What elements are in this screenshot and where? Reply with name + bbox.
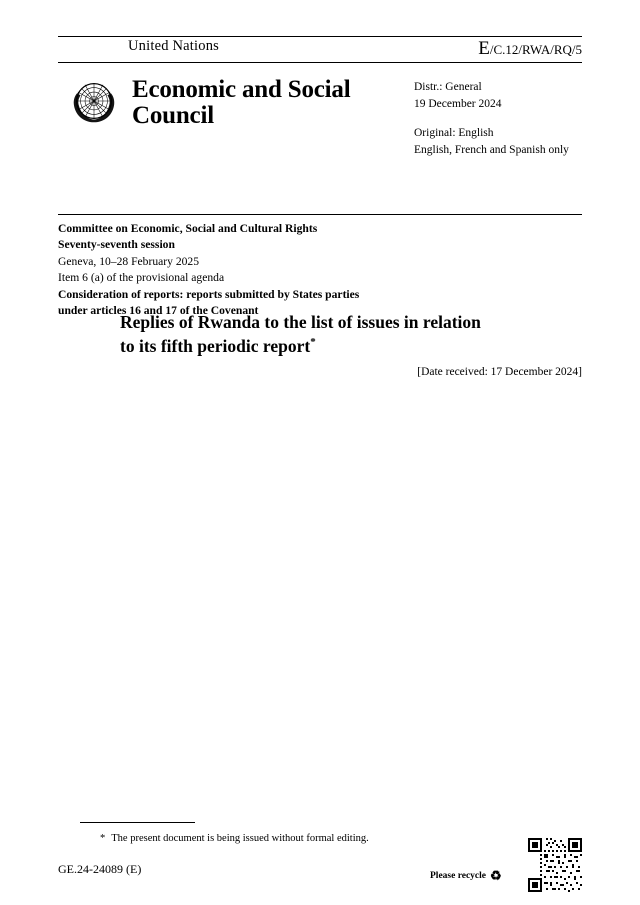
masthead-header-row [58,37,582,60]
original-language: Original: English [414,127,494,140]
organ-title: Economic and Social Council [132,75,351,130]
distribution-block [414,71,582,159]
masthead-body-row [58,71,582,159]
section-rule [58,214,582,215]
page-title-line1: Replies of Rwanda to the list of issues in relation [120,312,481,332]
job-number: GE.24-24089 (E) [58,862,142,876]
footnote-text: The present document is being issued without formal editing. [111,833,369,844]
date-received: [Date received: 17 December 2024] [417,366,582,378]
distribution-date: 19 December 2024 [414,97,502,110]
distribution-spacer [414,112,582,125]
committee-block [58,221,582,320]
organ-title-block [122,71,414,130]
recycle-label: Please recycle [430,870,486,881]
agenda-topic: Consideration of reports: reports submitted by States parties [58,287,360,301]
document-symbol-prefix: E [478,38,490,59]
organization-name: United Nations [128,38,219,54]
page-title [120,311,582,358]
agenda-item: Item 6 (a) of the provisional agenda [58,271,225,285]
distribution-label: Distr.: General [414,80,482,93]
document-symbol-suffix: /C.12/RWA/RQ/5 [489,42,582,57]
footnote-marker: * [100,833,106,844]
masthead-middle-rule [58,62,582,63]
title-footnote-marker: * [310,335,316,348]
recycle-icon: ♻ [490,868,502,883]
agenda-topic-line2: under articles 16 and 17 of the Covenant [58,304,259,318]
page-title-line2: to its fifth periodic report [120,335,311,356]
committee-venue-dates: Geneva, 10–28 February 2025 [58,254,200,268]
footnote-separator [80,822,195,823]
available-languages: English, French and Spanish only [414,143,569,156]
un-emblem-icon [66,73,122,129]
committee-name: Committee on Economic, Social and Cultural Rights [58,222,318,235]
document-symbol [478,39,582,60]
committee-session: Seventy-seventh session [58,238,175,252]
page-title-line2-wrap [120,335,582,359]
footnote [100,832,369,846]
masthead [58,36,582,159]
qr-code [528,838,582,892]
recycle-note [430,869,502,882]
